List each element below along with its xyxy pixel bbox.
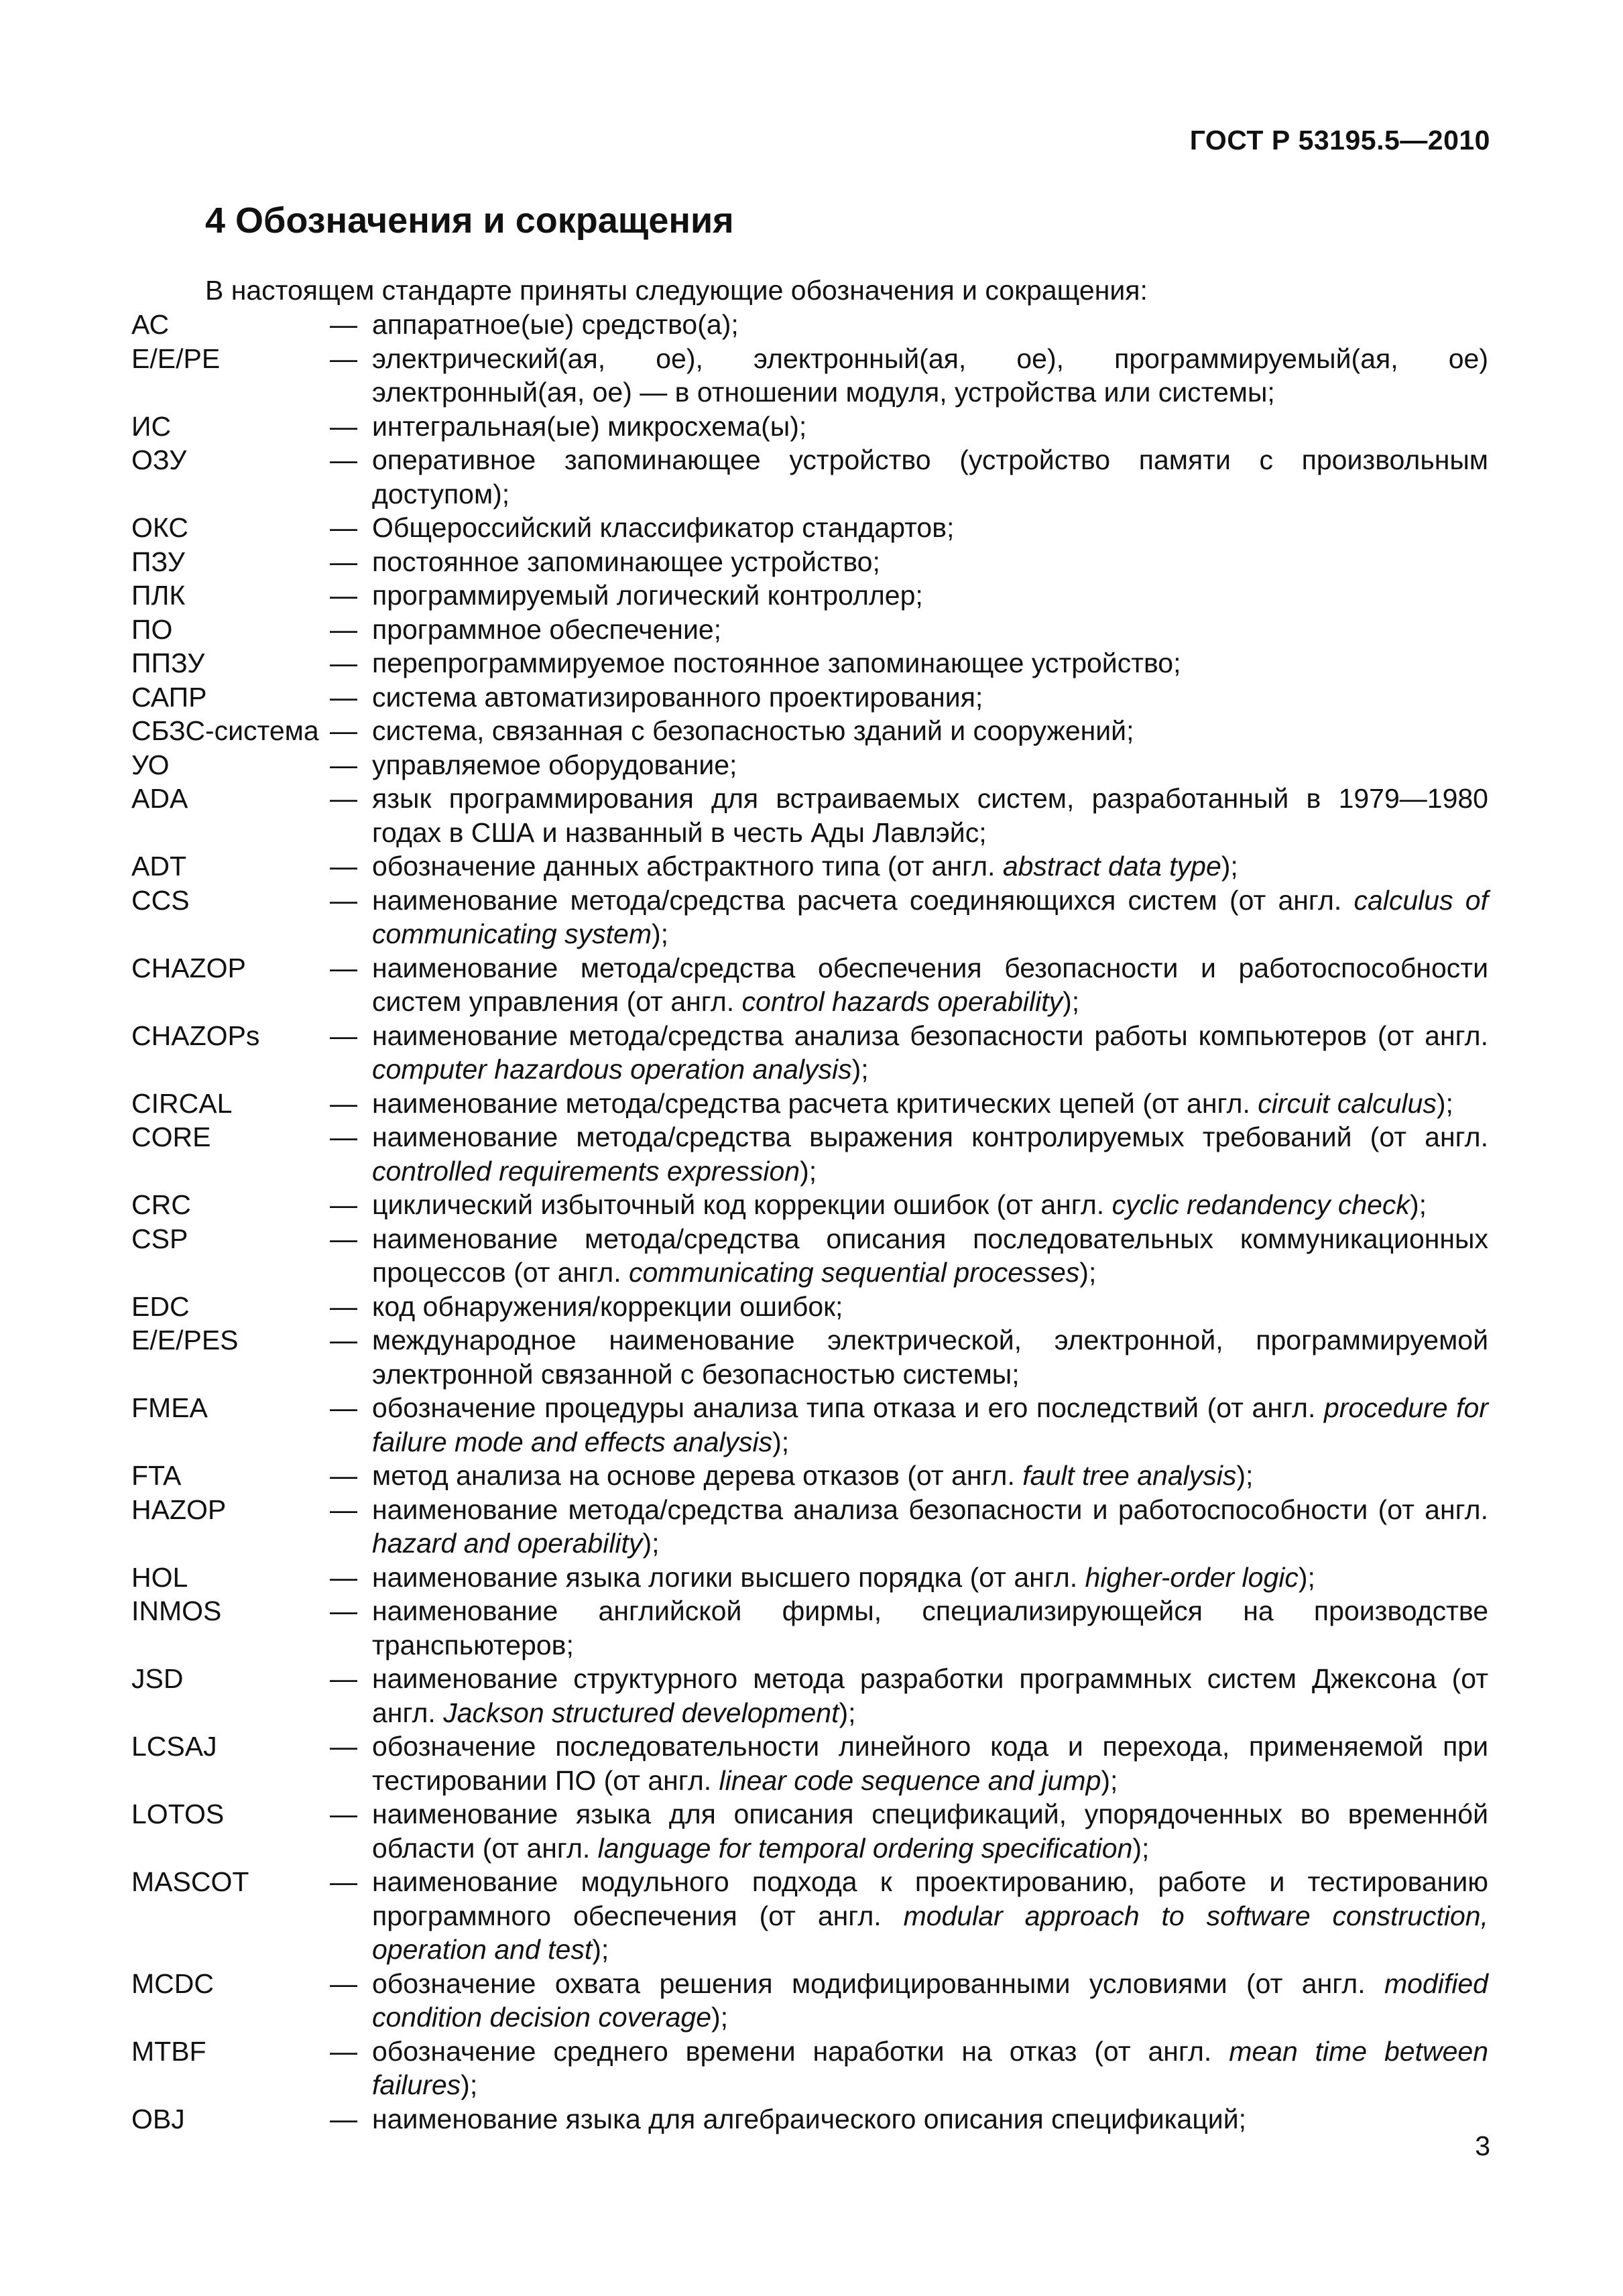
definition-end: ); xyxy=(461,2069,478,2100)
definition-text: Общероссийский классификатор стандартов; xyxy=(372,512,955,543)
abbreviation-term: HAZOP xyxy=(131,1494,227,1525)
abbreviation-definition xyxy=(372,884,1488,951)
english-term: computer hazardous operation analysis xyxy=(372,1054,852,1085)
abbreviation-entry xyxy=(131,1662,1488,1730)
abbreviation-entry xyxy=(131,511,1488,545)
abbreviation-definition xyxy=(372,511,1488,545)
english-term: language for temporal ordering specification xyxy=(597,1832,1133,1864)
abbreviation-dash: — xyxy=(330,2035,357,2067)
definition-text: обозначение среднего времени наработки на отказ (от англ. xyxy=(372,2035,1229,2067)
abbreviation-dash: — xyxy=(330,1595,357,1626)
definition-end: ); xyxy=(772,1426,790,1457)
abbreviation-definition xyxy=(372,2035,1488,2102)
abbreviation-entry xyxy=(131,1730,1488,1797)
definition-text: код обнаружения/коррекции ошибок; xyxy=(372,1290,843,1322)
abbreviation-dash: — xyxy=(330,1866,357,1897)
definition-text: аппаратное(ые) средство(а); xyxy=(372,309,739,340)
abbreviation-entry xyxy=(131,748,1488,782)
abbreviation-definition xyxy=(372,748,1488,782)
abbreviation-definition xyxy=(372,1391,1488,1459)
definition-text: наименование структурного метода разработки программных систем Джексона (от англ. xyxy=(372,1663,1488,1728)
definition-end: ); xyxy=(1101,1764,1118,1796)
abbreviation-term: LCSAJ xyxy=(131,1731,217,1762)
definition-text: наименование английской фирмы, специализирующейся на производстве транспьютеров; xyxy=(372,1595,1488,1660)
abbreviation-term: АС xyxy=(131,309,170,340)
abbreviation-term: ППЗУ xyxy=(131,648,205,678)
abbreviation-term: HOL xyxy=(131,1561,188,1593)
definition-text: наименование языка для описания спецификаций, упорядоченных во временнóй области (от англ. xyxy=(372,1799,1488,1864)
abbreviation-definition xyxy=(372,1087,1488,1121)
abbreviation-entry xyxy=(131,1188,1488,1222)
definition-text: наименование языка логики высшего порядка (от англ. xyxy=(372,1561,1085,1593)
definition-text: наименование метода/средства расчета критических цепей (от англ. xyxy=(372,1087,1258,1119)
abbreviation-dash: — xyxy=(330,681,357,713)
abbreviation-entry xyxy=(131,308,1488,342)
abbreviation-entry xyxy=(131,646,1488,680)
abbreviation-term: ОКС xyxy=(131,512,188,543)
abbreviation-definition xyxy=(372,545,1488,579)
abbreviation-dash: — xyxy=(330,410,357,442)
abbreviation-entry xyxy=(131,1019,1488,1087)
abbreviation-term: Е/Е/РЕ xyxy=(131,343,221,374)
abbreviation-term: ПЛК xyxy=(131,580,186,611)
abbreviation-dash: — xyxy=(330,1290,357,1322)
abbreviation-entry xyxy=(131,1493,1488,1561)
english-term: modular approach to software construction, operation and test xyxy=(372,1900,1488,1965)
abbreviation-term: FTA xyxy=(131,1460,182,1491)
english-term: abstract data type xyxy=(1002,851,1221,882)
abbreviation-dash: — xyxy=(330,613,357,645)
abbreviation-term: FMEA xyxy=(131,1392,208,1423)
definition-text: наименование языка для алгебраического описания спецификаций; xyxy=(372,2103,1246,2134)
abbreviation-entry xyxy=(131,410,1488,444)
abbreviation-entry xyxy=(131,849,1488,884)
abbreviation-term: CRC xyxy=(131,1189,191,1220)
definition-end: ); xyxy=(642,1528,660,1559)
abbreviation-definition xyxy=(372,680,1488,715)
definition-end: ); xyxy=(592,1934,609,1965)
abbreviation-dash: — xyxy=(330,1122,357,1152)
abbreviation-dash: — xyxy=(330,2103,357,2134)
abbreviation-entry xyxy=(131,1222,1488,1290)
abbreviation-definition xyxy=(372,1188,1488,1222)
definition-text: наименование метода/средства обеспечения безопасности и работоспособности систем управления (от англ. xyxy=(372,952,1488,1017)
abbreviation-dash: — xyxy=(330,512,357,543)
abbreviation-entry xyxy=(131,1459,1488,1493)
abbreviation-entry xyxy=(131,613,1488,647)
definition-text: оперативное запоминающее устройство (устройство памяти с произвольным доступом); xyxy=(372,444,1488,509)
definition-end: ); xyxy=(1298,1561,1315,1593)
abbreviation-entry xyxy=(131,782,1488,849)
definition-text: система, связанная с безопасностью зданий и сооружений; xyxy=(372,715,1134,746)
abbreviation-dash: — xyxy=(330,952,357,983)
abbreviation-entry xyxy=(131,579,1488,613)
abbreviation-dash: — xyxy=(330,1663,357,1694)
definition-text: наименование метода/средства анализа безопасности и работоспособности (от англ. xyxy=(372,1494,1488,1525)
abbreviation-entry xyxy=(131,2102,1488,2136)
abbreviation-dash: — xyxy=(330,444,357,475)
abbreviation-term: MASCOT xyxy=(131,1866,249,1897)
abbreviation-term: E/E/PES xyxy=(131,1325,239,1355)
abbreviation-definition xyxy=(372,1459,1488,1493)
document-code: ГОСТ Р 53195.5—2010 xyxy=(1189,125,1490,156)
abbreviation-term: EDC xyxy=(131,1290,190,1322)
abbreviation-term: CSP xyxy=(131,1223,188,1254)
abbreviation-definition xyxy=(372,1323,1488,1391)
abbreviation-entry xyxy=(131,884,1488,951)
abbreviation-dash: — xyxy=(330,1968,357,1999)
definition-end: ); xyxy=(839,1697,856,1728)
abbreviation-entry xyxy=(131,1323,1488,1391)
abbreviation-definition xyxy=(372,443,1488,511)
definition-end: ); xyxy=(851,1054,869,1085)
definition-end: ); xyxy=(1132,1832,1150,1864)
abbreviation-dash: — xyxy=(330,851,357,882)
definition-text: обозначение последовательности линейного кода и перехода, применяемой при тестировании ПО (от англ. xyxy=(372,1731,1488,1796)
abbreviation-term: OBJ xyxy=(131,2103,185,2134)
english-term: circuit calculus xyxy=(1258,1087,1437,1119)
definition-text: постоянное запоминающее устройство; xyxy=(372,546,880,577)
definition-text: язык программирования для встраиваемых систем, разработанный в 1979—1980 годах в США и названный в честь Ады Лавлэйс; xyxy=(372,783,1488,848)
abbreviation-entry xyxy=(131,545,1488,579)
abbreviation-entry xyxy=(131,1087,1488,1121)
abbreviation-definition xyxy=(372,1120,1488,1188)
definition-end: ); xyxy=(1221,851,1238,882)
definition-text: наименование модульного подхода к проектированию, работе и тестированию программного обеспечения (от англ. xyxy=(372,1866,1488,1931)
abbreviation-term: УО xyxy=(131,749,170,780)
section-title: 4 Обозначения и сокращения xyxy=(205,200,734,241)
definition-end: ); xyxy=(1236,1460,1254,1491)
section-intro: В настоящем стандарте приняты следующие обозначения и сокращения: xyxy=(205,275,1148,306)
abbreviation-term: СБЗС-система xyxy=(131,715,319,746)
definition-end: ); xyxy=(800,1155,817,1187)
abbreviation-definition xyxy=(372,646,1488,680)
abbreviation-entry xyxy=(131,680,1488,715)
abbreviation-dash: — xyxy=(330,309,357,340)
abbreviation-entry xyxy=(131,714,1488,748)
abbreviation-dash: — xyxy=(330,715,357,746)
abbreviation-definition xyxy=(372,1019,1488,1087)
abbreviation-term: CCS xyxy=(131,884,190,916)
abbreviation-definition xyxy=(372,951,1488,1019)
abbreviation-dash: — xyxy=(330,1799,357,1829)
abbreviation-term: CIRCAL xyxy=(131,1087,233,1119)
abbreviation-dash: — xyxy=(330,546,357,577)
abbreviation-term: ОЗУ xyxy=(131,444,187,475)
definition-text: обозначение процедуры анализа типа отказа и его последствий (от англ. xyxy=(372,1392,1324,1423)
abbreviation-list xyxy=(131,308,1488,2136)
definition-text: обозначение охвата решения модифицированными условиями (от англ. xyxy=(372,1968,1385,1999)
abbreviation-term: LOTOS xyxy=(131,1799,225,1829)
abbreviation-definition xyxy=(372,410,1488,444)
abbreviation-dash: — xyxy=(330,1020,357,1051)
english-term: calculus of communicating system xyxy=(372,884,1488,949)
abbreviation-definition xyxy=(372,2102,1488,2136)
english-term: cyclic redandency check xyxy=(1111,1189,1410,1220)
abbreviation-definition xyxy=(372,1561,1488,1595)
abbreviation-term: CORE xyxy=(131,1122,211,1152)
abbreviation-dash: — xyxy=(330,648,357,678)
definition-text: циклический избыточный код коррекции ошибок (от англ. xyxy=(372,1189,1112,1220)
abbreviation-dash: — xyxy=(330,1731,357,1762)
english-term: Jackson structured development xyxy=(443,1697,839,1728)
definition-text: управляемое оборудование; xyxy=(372,749,737,780)
abbreviation-definition xyxy=(372,1290,1488,1324)
abbreviation-entry xyxy=(131,443,1488,511)
definition-text: система автоматизированного проектирования; xyxy=(372,681,983,713)
english-term: modified condition decision coverage xyxy=(372,1968,1488,2033)
abbreviation-definition xyxy=(372,1662,1488,1730)
abbreviation-entry xyxy=(131,1561,1488,1595)
abbreviation-entry xyxy=(131,2035,1488,2102)
abbreviation-term: САПР xyxy=(131,681,207,713)
abbreviation-entry xyxy=(131,1391,1488,1459)
abbreviation-definition xyxy=(372,1797,1488,1865)
abbreviation-term: CHAZOPs xyxy=(131,1020,260,1051)
abbreviation-term: JSD xyxy=(131,1663,184,1694)
definition-text: метод анализа на основе дерева отказов (от англ. xyxy=(372,1460,1023,1491)
english-term: linear code sequence and jump xyxy=(719,1764,1101,1796)
definition-text: программное обеспечение; xyxy=(372,613,722,645)
abbreviation-term: INMOS xyxy=(131,1595,222,1626)
abbreviation-dash: — xyxy=(330,1392,357,1423)
definition-text: наименование метода/средства выражения контролируемых требований (от англ. xyxy=(372,1122,1488,1152)
abbreviation-definition xyxy=(372,1865,1488,1967)
english-term: hazard and operability xyxy=(372,1528,643,1559)
abbreviation-dash: — xyxy=(330,1223,357,1254)
english-term: communicating sequential processes xyxy=(629,1257,1080,1288)
abbreviation-definition xyxy=(372,782,1488,849)
abbreviation-term: CHAZOP xyxy=(131,952,246,983)
definition-text: наименование метода/средства анализа безопасности работы компьютеров (от англ. xyxy=(372,1020,1488,1051)
abbreviation-entry xyxy=(131,1967,1488,2035)
abbreviation-definition xyxy=(372,1493,1488,1561)
definition-text: наименование метода/средства расчета соединяющихся систем (от англ. xyxy=(372,884,1354,916)
definition-text: наименование метода/средства описания последовательных коммуникационных процессов (от англ. xyxy=(372,1223,1488,1288)
english-term: higher-order logic xyxy=(1085,1561,1299,1593)
abbreviation-term: MCDC xyxy=(131,1968,214,1999)
abbreviation-dash: — xyxy=(330,1460,357,1491)
abbreviation-term: MTBF xyxy=(131,2035,206,2067)
abbreviation-definition xyxy=(372,1222,1488,1290)
abbreviation-dash: — xyxy=(330,1189,357,1220)
definition-end: ); xyxy=(1436,1087,1453,1119)
abbreviation-definition xyxy=(372,1967,1488,2035)
abbreviation-entry xyxy=(131,1797,1488,1865)
english-term: control hazards operability xyxy=(741,986,1063,1017)
definition-end: ); xyxy=(1063,986,1080,1017)
definition-text: интегральная(ые) микросхема(ы); xyxy=(372,410,807,442)
abbreviation-dash: — xyxy=(330,749,357,780)
definition-text: перепрограммируемое постоянное запоминающее устройство; xyxy=(372,648,1181,678)
page-number: 3 xyxy=(1475,2130,1490,2161)
definition-end: ); xyxy=(1079,1257,1097,1288)
abbreviation-dash: — xyxy=(330,1494,357,1525)
abbreviation-term: ПЗУ xyxy=(131,546,185,577)
abbreviation-entry xyxy=(131,1594,1488,1662)
english-term: procedure for failure mode and effects analysis xyxy=(372,1392,1489,1457)
abbreviation-entry xyxy=(131,1120,1488,1188)
abbreviation-term: ИС xyxy=(131,410,172,442)
abbreviation-definition xyxy=(372,1594,1488,1662)
abbreviation-definition xyxy=(372,342,1488,410)
abbreviation-definition xyxy=(372,849,1488,884)
abbreviation-entry xyxy=(131,951,1488,1019)
english-term: fault tree analysis xyxy=(1022,1460,1237,1491)
abbreviation-dash: — xyxy=(330,884,357,916)
definition-text: программируемый логический контроллер; xyxy=(372,580,923,611)
english-term: controlled requirements expression xyxy=(372,1155,800,1187)
abbreviation-definition xyxy=(372,579,1488,613)
definition-text: обозначение данных абстрактного типа (от англ. xyxy=(372,851,1003,882)
abbreviation-definition xyxy=(372,613,1488,647)
abbreviation-dash: — xyxy=(330,580,357,611)
abbreviation-term: ADT xyxy=(131,851,186,882)
abbreviation-dash: — xyxy=(330,783,357,814)
abbreviation-dash: — xyxy=(330,1087,357,1119)
abbreviation-entry xyxy=(131,1865,1488,1967)
definition-text: международное наименование электрической, электронной, программируемой электронной связанной с безопасностью системы; xyxy=(372,1325,1488,1390)
abbreviation-entry xyxy=(131,1290,1488,1324)
abbreviation-dash: — xyxy=(330,343,357,374)
definition-text: электрический(ая, ое), электронный(ая, ое), программируемый(ая, ое) электронный(ая, ое) — в отношении модуля, устройства или системы; xyxy=(372,343,1488,408)
abbreviation-dash: — xyxy=(330,1325,357,1355)
abbreviation-term: ПО xyxy=(131,613,173,645)
abbreviation-dash: — xyxy=(330,1561,357,1593)
abbreviation-entry xyxy=(131,342,1488,410)
abbreviation-definition xyxy=(372,714,1488,748)
definition-end: ); xyxy=(1409,1189,1427,1220)
abbreviation-definition xyxy=(372,308,1488,342)
abbreviation-term: ADA xyxy=(131,783,188,814)
english-term: mean time between failures xyxy=(372,2035,1488,2100)
definition-end: ); xyxy=(651,918,669,949)
abbreviation-definition xyxy=(372,1730,1488,1797)
definition-end: ); xyxy=(711,2002,729,2033)
